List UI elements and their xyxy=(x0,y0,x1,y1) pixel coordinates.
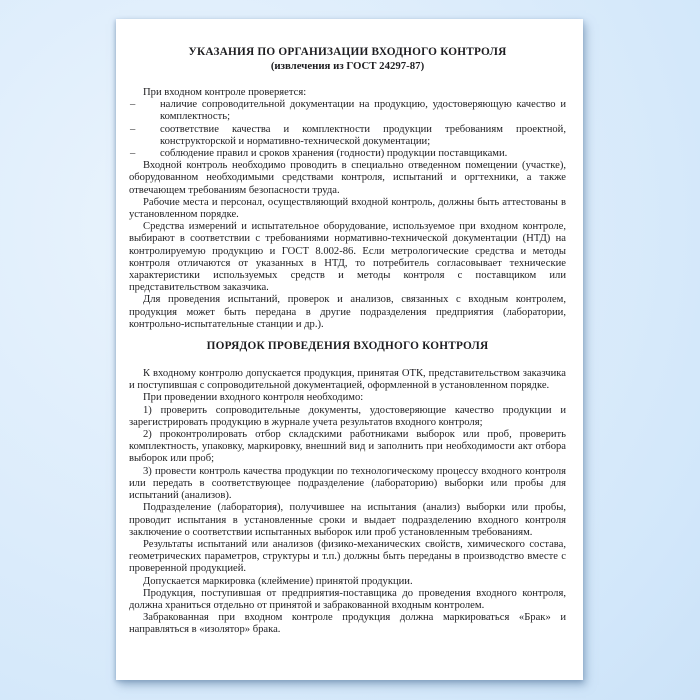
dash-bullet: – xyxy=(130,99,136,111)
paragraph: Средства измерений и испытательное оборудование, используемое при входном контроле, выбирают в соответствии с требованиями нормативно-технической документации (НТД) на контролируемую продукцию и ГОСТ 8.002-86. Если метрологические средства и методы контроля отличаются от указанных в НТД, то потребитель согласовывает технические характеристики используемых средств и методы контроля с поставщиком или представительством заказчика. xyxy=(129,221,566,294)
check-item-text: наличие сопроводительной документации на продукцию, удостоверяющую качество и комплектность; xyxy=(160,99,566,123)
check-item xyxy=(129,99,566,123)
doc-body xyxy=(129,87,566,637)
paragraph: К входному контролю допускается продукция, принятая ОТК, представительством заказчика и поступившая с сопроводительной документацией, оформленной в установленном порядке. xyxy=(129,368,566,392)
paragraph: 2) проконтролировать отбор складскими работниками выборок или проб, проверить комплектность, упаковку, маркировку, внешний вид и заполнить при необходимости акт отбора выборок или проб; xyxy=(129,429,566,465)
check-item xyxy=(129,148,566,160)
check-item-text: соблюдение правил и сроков хранения (годности) продукции поставщиками. xyxy=(160,148,508,160)
paragraph: 1) проверить сопроводительные документы, удостоверяющие качество продукции и зарегистрировать продукцию в журнале учета результатов входного контроля; xyxy=(129,404,566,428)
dash-bullet: – xyxy=(130,148,136,160)
paragraph: Результаты испытаний или анализов (физико-механических свойств, химического состава, геометрических параметров, структуры и т.п.) должны быть переданы в производство вместе с проверенной продукцией. xyxy=(129,538,566,575)
paragraph: 3) провести контроль качества продукции по технологическому процессу входного контроля или передать в соответствующее подразделение (лабораторию) выборки или пробы для испытаний (анализов). xyxy=(129,465,566,502)
paragraph: Входной контроль необходимо проводить в специально отведенном помещении (участке), оборудованном необходимыми средствами контроля, испытаний и оргтехники, а также отвечающем требованиям безопасности труда. xyxy=(129,160,566,196)
check-item xyxy=(129,124,566,148)
paragraph: Для проведения испытаний, проверок и анализов, связанных с входным контролем, продукция может быть передана в другие подразделения предприятия (лаборатории, контрольно-испытательные станции и др.). xyxy=(129,294,566,330)
paragraph: Подразделение (лаборатория), получившее на испытания (анализ) выборки или пробы, проводит испытания в установленные сроки и выдает подразделению входного контроля заключение о соответствии испытанных выборок или проб установленным требованиям. xyxy=(129,502,566,538)
section-heading: ПОРЯДОК ПРОВЕДЕНИЯ ВХОДНОГО КОНТРОЛЯ xyxy=(206,340,489,353)
paragraph: Рабочие места и персонал, осуществляющий входной контроль, должны быть аттестованы в установленном порядке. xyxy=(129,196,566,221)
intro-lead: При входном контроле проверяется: xyxy=(143,87,307,98)
paragraph: При проведении входного контроля необходимо: xyxy=(143,392,364,404)
doc-subtitle: (извлечения из ГОСТ 24297-87) xyxy=(270,60,425,72)
paragraph: Допускается маркировка (клеймение) принятой продукции. xyxy=(143,575,413,587)
doc-title: УКАЗАНИЯ ПО ОРГАНИЗАЦИИ ВХОДНОГО КОНТРОЛЯ xyxy=(188,46,507,58)
document-page xyxy=(116,19,583,680)
paragraph: Продукция, поступившая от предприятия-поставщика до проведения входного контроля, должна храниться отдельно от принятой и забракованной входным контролем. xyxy=(129,587,566,611)
dash-bullet: – xyxy=(130,123,136,135)
check-item-text: соответствие качества и комплектности продукции требованиям проектной, конструкторской и нормативно-технической документации; xyxy=(160,123,566,147)
paragraph: Забракованная при входном контроле продукция должна маркироваться «Брак» и направляться в «изолятор» брака. xyxy=(129,612,566,636)
